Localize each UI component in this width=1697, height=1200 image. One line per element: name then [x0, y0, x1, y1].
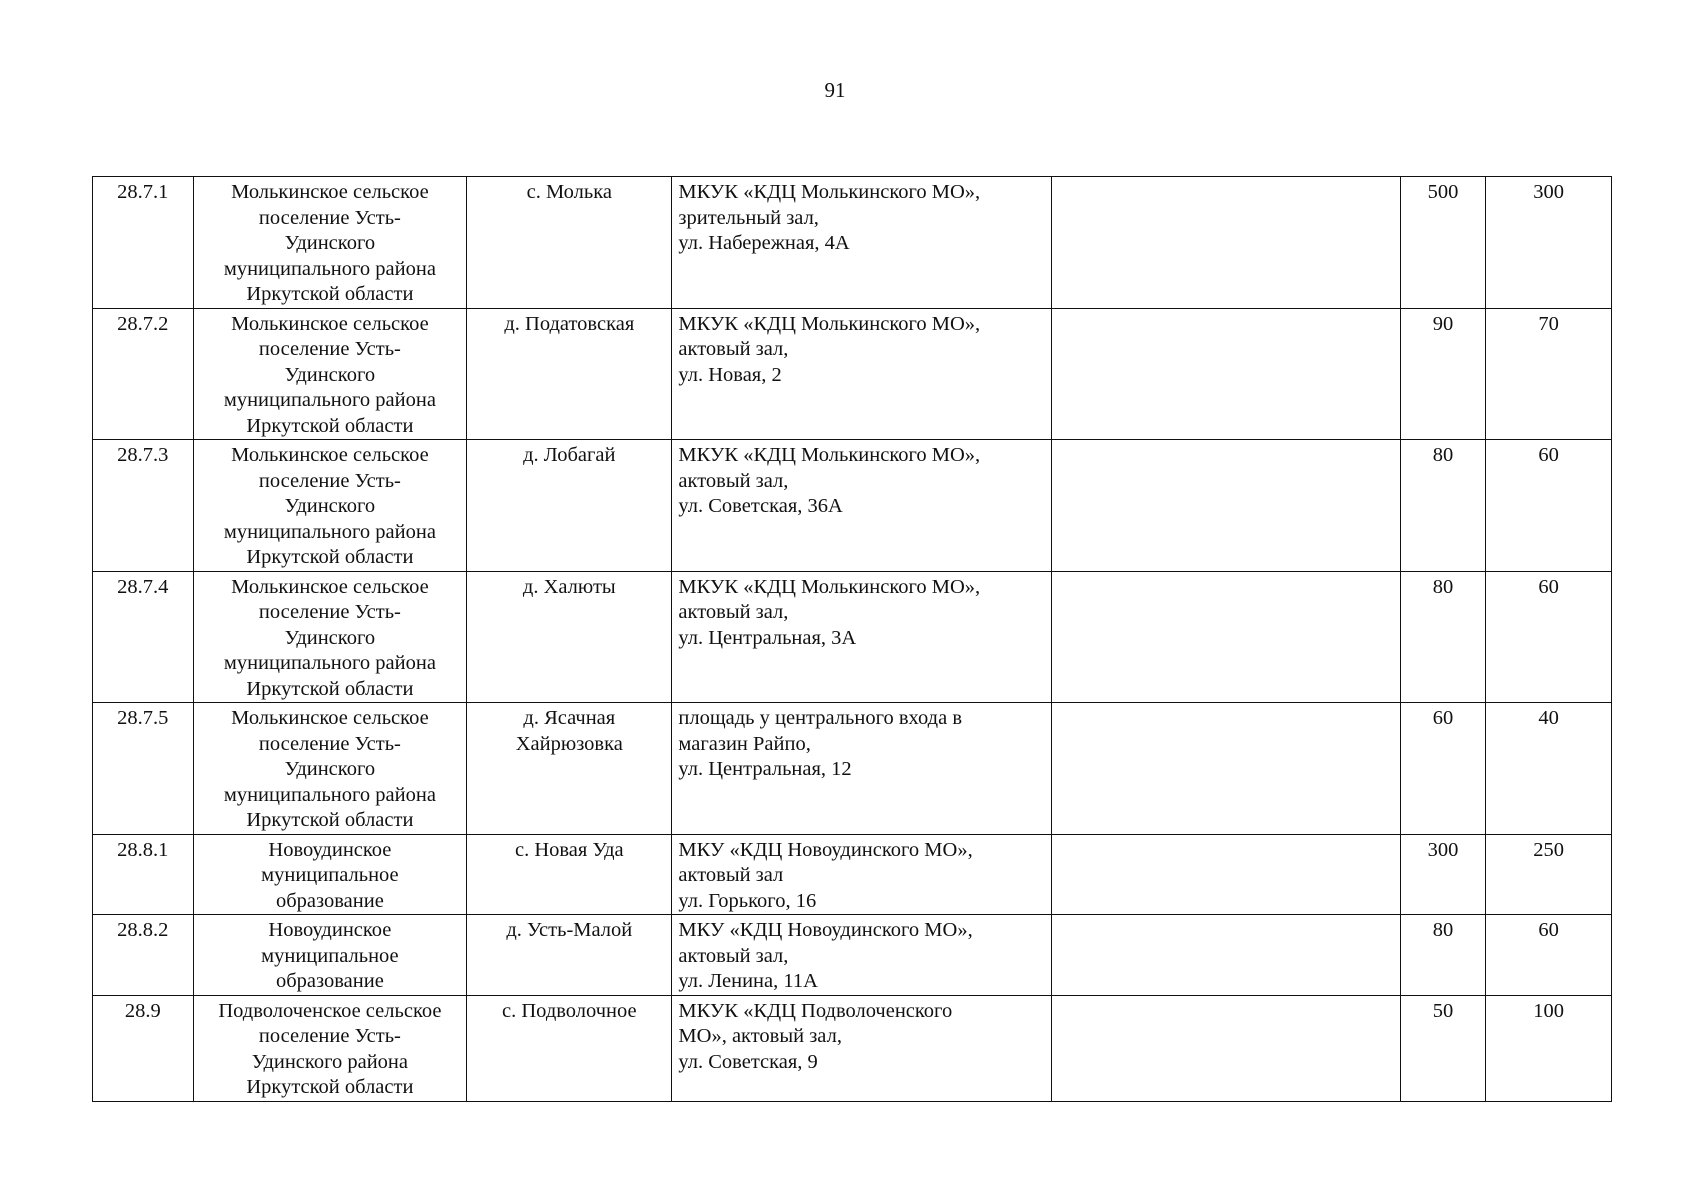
- table-row: [93, 834, 1612, 915]
- municipality-cell: [193, 177, 467, 309]
- municipality-cell: [193, 995, 467, 1101]
- municipality-cell-line: Молькинское сельское: [231, 707, 429, 729]
- table-row: [93, 915, 1612, 996]
- municipality-cell-line: муниципальное: [261, 864, 399, 886]
- venue-cell-line: МКУК «КДЦ Подволоченского: [678, 999, 953, 1022]
- locality-cell: [467, 995, 672, 1101]
- municipality-cell-line: муниципального района: [223, 520, 436, 543]
- municipality-cell-line: Новоудинское: [268, 919, 392, 941]
- page-number: 91: [824, 78, 846, 102]
- capacity-cell: 90: [1400, 308, 1486, 440]
- table-row: [93, 571, 1612, 703]
- municipality-cell-line: поселение Усть-: [258, 338, 401, 360]
- note-cell: [1051, 703, 1400, 835]
- municipality-cell-line: муниципального района: [223, 652, 436, 674]
- venue-cell-line: магазин Райпо,: [678, 732, 811, 755]
- table-row: [93, 703, 1612, 835]
- venue-cell-line: ул. Горького, 16: [678, 889, 817, 912]
- value-cell: 250: [1486, 834, 1612, 915]
- row-number-cell: 28.7.1: [93, 177, 194, 309]
- venue-cell-line: МКУ «КДЦ Новоудинского МО»,: [678, 919, 973, 941]
- value-cell: 70: [1486, 308, 1612, 440]
- venue-cell-line: зрительный зал,: [678, 206, 819, 229]
- municipality-cell: [193, 440, 467, 572]
- venue-cell-line: ул. Центральная, 12: [678, 758, 852, 780]
- municipality-cell-line: Удинского: [284, 495, 376, 517]
- municipality-cell-line: Удинского: [284, 758, 376, 780]
- value-cell: 40: [1486, 703, 1612, 835]
- municipality-cell: [193, 571, 467, 703]
- locality-cell: [467, 308, 672, 440]
- venue-cell: [672, 440, 1051, 572]
- municipality-cell-line: Иркутской области: [246, 677, 414, 700]
- venue-cell-line: ул. Ленина, 11А: [678, 970, 818, 992]
- table-row: [93, 177, 1612, 309]
- municipality-cell-line: поселение Усть-: [258, 206, 401, 229]
- municipality-cell-line: поселение Усть-: [258, 1025, 401, 1047]
- municipality-cell-line: поселение Усть-: [258, 732, 401, 755]
- municipality-cell-line: Молькинское сельское: [231, 575, 429, 598]
- row-number-cell: 28.8.1: [93, 834, 194, 915]
- capacity-cell: 80: [1400, 440, 1486, 572]
- capacity-cell: 300: [1400, 834, 1486, 915]
- table-body: [93, 177, 1612, 1102]
- locality-cell: [467, 915, 672, 996]
- row-number-cell: 28.7.2: [93, 308, 194, 440]
- table-row: [93, 995, 1612, 1101]
- municipality-cell-line: Иркутской области: [246, 809, 414, 831]
- municipality-cell-line: Молькинское сельское: [231, 312, 429, 335]
- note-cell: [1051, 915, 1400, 996]
- venue-cell-line: ул. Советская, 36А: [678, 495, 843, 517]
- municipality-cell: [193, 915, 467, 996]
- venue-cell-line: МКУК «КДЦ Молькинского МО»,: [678, 312, 981, 335]
- venue-cell: [672, 703, 1051, 835]
- row-number-cell: 28.9: [93, 995, 194, 1101]
- municipality-cell-line: муниципального района: [223, 783, 436, 806]
- municipality-cell: [193, 703, 467, 835]
- venue-cell-line: МКУ «КДЦ Новоудинского МО»,: [678, 838, 973, 861]
- value-cell: 60: [1486, 915, 1612, 996]
- municipality-cell: [193, 834, 467, 915]
- municipality-cell: [193, 308, 467, 440]
- venue-cell: [672, 308, 1051, 440]
- note-cell: [1051, 308, 1400, 440]
- municipality-cell-line: Иркутской области: [246, 546, 414, 568]
- capacity-cell: 80: [1400, 571, 1486, 703]
- capacity-cell: 50: [1400, 995, 1486, 1101]
- row-number-cell: 28.8.2: [93, 915, 194, 996]
- municipality-cell-line: поселение Усть-: [258, 601, 401, 623]
- municipality-cell-line: Удинского: [284, 626, 376, 649]
- venue-cell-line: актовый зал,: [678, 601, 789, 623]
- venue-cell-line: ул. Советская, 9: [678, 1050, 818, 1073]
- venue-cell: [672, 177, 1051, 309]
- locality-cell-line: д. Лобагай: [523, 444, 616, 466]
- municipality-cell-line: Молькинское сельское: [231, 444, 429, 466]
- venue-cell: [672, 571, 1051, 703]
- note-cell: [1051, 571, 1400, 703]
- row-number-cell: 28.7.3: [93, 440, 194, 572]
- municipality-cell-line: Иркутской области: [246, 414, 414, 437]
- municipality-cell-line: Подволоченское сельское: [218, 999, 442, 1022]
- venue-cell: [672, 915, 1051, 996]
- capacity-cell: 80: [1400, 915, 1486, 996]
- locality-cell: [467, 834, 672, 915]
- municipality-cell-line: поселение Усть-: [258, 469, 401, 492]
- municipality-cell-line: муниципального района: [223, 257, 436, 280]
- locality-cell-line: с. Молька: [526, 181, 612, 203]
- venue-cell: [672, 834, 1051, 915]
- locality-cell-line: с. Подволочное: [502, 999, 637, 1022]
- venue-cell-line: актовый зал,: [678, 469, 789, 492]
- municipality-cell-line: Удинского района: [251, 1050, 408, 1073]
- municipality-cell-line: образование: [275, 889, 384, 912]
- municipality-cell-line: Иркутской области: [246, 283, 414, 305]
- municipality-cell-line: Новоудинское: [268, 838, 392, 861]
- municipality-cell-line: образование: [275, 970, 384, 992]
- municipality-cell-line: Молькинское сельское: [231, 181, 429, 203]
- venue-cell-line: актовый зал: [678, 864, 784, 886]
- row-number-cell: 28.7.4: [93, 571, 194, 703]
- venue-cell-line: актовый зал,: [678, 944, 789, 967]
- note-cell: [1051, 834, 1400, 915]
- capacity-cell: 60: [1400, 703, 1486, 835]
- locality-cell-line: д. Халюты: [522, 575, 616, 598]
- municipality-cell-line: Удинского: [284, 363, 376, 386]
- value-cell: 100: [1486, 995, 1612, 1101]
- table-row: [93, 308, 1612, 440]
- value-cell: 300: [1486, 177, 1612, 309]
- locality-cell: [467, 571, 672, 703]
- locality-cell-line: д. Податовская: [504, 312, 635, 335]
- locality-cell-line: Хайрюзовка: [515, 732, 623, 755]
- venue-cell: [672, 995, 1051, 1101]
- municipality-cell-line: Удинского: [284, 232, 376, 254]
- municipality-cell-line: муниципальное: [261, 944, 399, 967]
- venue-cell-line: ул. Центральная, 3А: [678, 626, 857, 649]
- municipality-cell-line: муниципального района: [223, 389, 436, 411]
- venue-cell-line: МО», актовый зал,: [678, 1025, 842, 1047]
- locality-cell: [467, 440, 672, 572]
- venue-cell-line: ул. Набережная, 4А: [678, 232, 850, 254]
- row-number-cell: 28.7.5: [93, 703, 194, 835]
- value-cell: 60: [1486, 440, 1612, 572]
- locality-cell-line: д. Усть-Малой: [506, 919, 633, 941]
- venue-cell-line: МКУК «КДЦ Молькинского МО»,: [678, 181, 981, 203]
- note-cell: [1051, 995, 1400, 1101]
- municipality-cell-line: Иркутской области: [246, 1076, 414, 1098]
- venue-cell-line: площадь у центрального входа в: [678, 707, 963, 729]
- venue-cell-line: ул. Новая, 2: [678, 363, 782, 386]
- note-cell: [1051, 177, 1400, 309]
- note-cell: [1051, 440, 1400, 572]
- locality-cell: [467, 703, 672, 835]
- venue-cell-line: МКУК «КДЦ Молькинского МО»,: [678, 444, 981, 466]
- locality-cell: [467, 177, 672, 309]
- locality-cell-line: с. Новая Уда: [514, 838, 624, 861]
- polling-places-table: [92, 176, 1612, 1102]
- table-row: [93, 440, 1612, 572]
- capacity-cell: 500: [1400, 177, 1486, 309]
- locality-cell-line: д. Ясачная: [523, 707, 616, 729]
- value-cell: 60: [1486, 571, 1612, 703]
- venue-cell-line: актовый зал,: [678, 338, 789, 360]
- venue-cell-line: МКУК «КДЦ Молькинского МО»,: [678, 575, 981, 598]
